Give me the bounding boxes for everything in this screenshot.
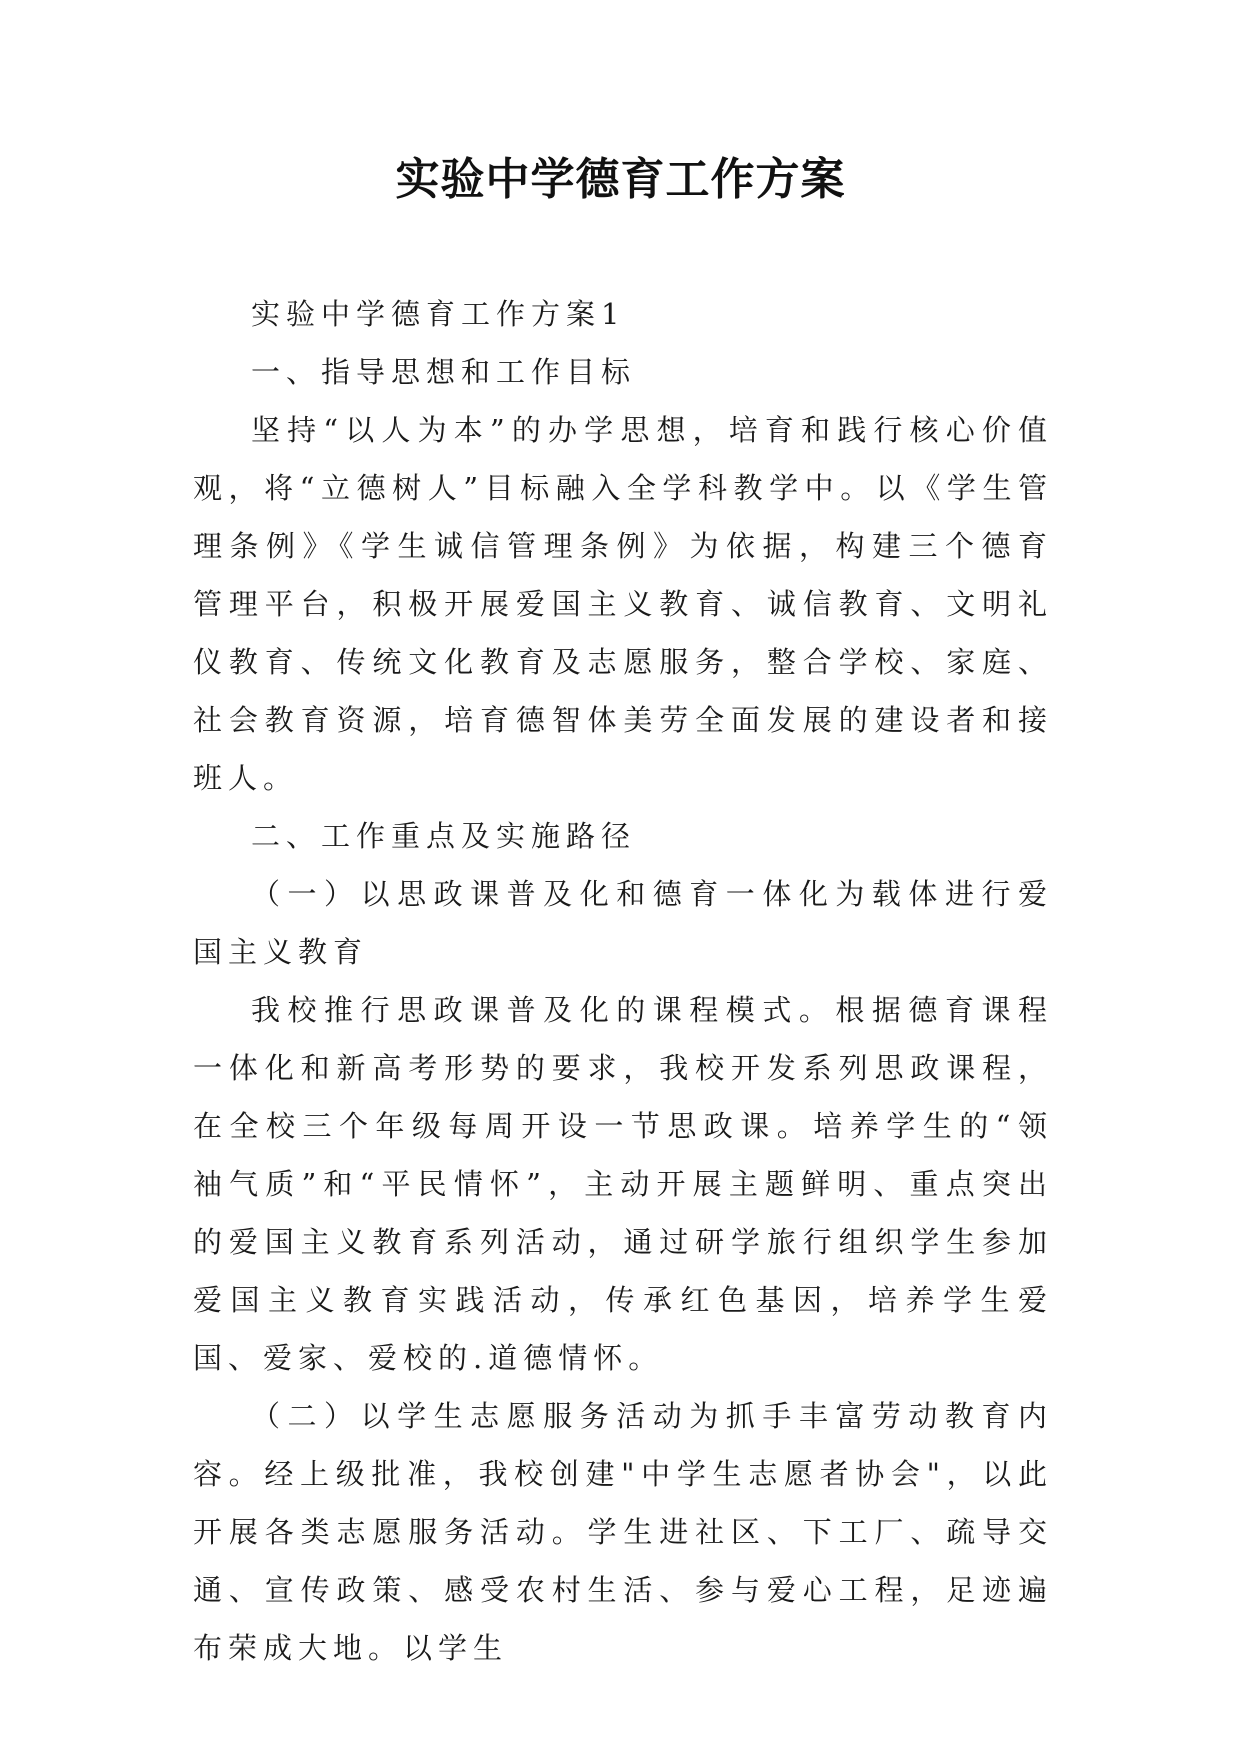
paragraph-heading-1: 一、指导思想和工作目标	[251, 355, 637, 389]
paragraph-heading-2: 二、工作重点及实施路径	[251, 819, 637, 853]
document-title: 实验中学德育工作方案	[395, 154, 846, 205]
paragraph-subtitle: 实验中学德育工作方案1	[251, 297, 626, 331]
paragraph-volunteer-service: （二）以学生志愿服务活动为抓手丰富劳动教育内容。经上级批准，我校创建"中学生志愿者协会"，以此开展各类志愿服务活动。学生进社区、下工厂、疏导交通、宣传政策、感受农村生活、参与爱心工程，足迹遍布荣成大地。以学生	[193, 1399, 1053, 1665]
paragraph-guiding-ideology: 坚持“以人为本”的办学思想，培育和践行核心价值观，将“立德树人”目标融入全学科教学中。以《学生管理条例》《学生诚信管理条例》为依据，构建三个德育管理平台，积极开展爱国主义教育、诚信教育、文明礼仪教育、传统文化教育及志愿服务，整合学校、家庭、社会教育资源，培育德智体美劳全面发展的建设者和接班人。	[193, 413, 1053, 795]
document-body	[193, 285, 1053, 1677]
paragraph-ideological-course: 我校推行思政课普及化的课程模式。根据德育课程一体化和新高考形势的要求，我校开发系列思政课程，在全校三个年级每周开设一节思政课。培养学生的“领袖气质”和“平民情怀”，主动开展主题鲜明、重点突出的爱国主义教育系列活动，通过研学旅行组织学生参加爱国主义教育实践活动，传承红色基因，培养学生爱国、爱家、爱校的.道德情怀。	[193, 993, 1053, 1375]
paragraph-subheading-1: （一）以思政课普及化和德育一体化为载体进行爱国主义教育	[193, 877, 1053, 969]
